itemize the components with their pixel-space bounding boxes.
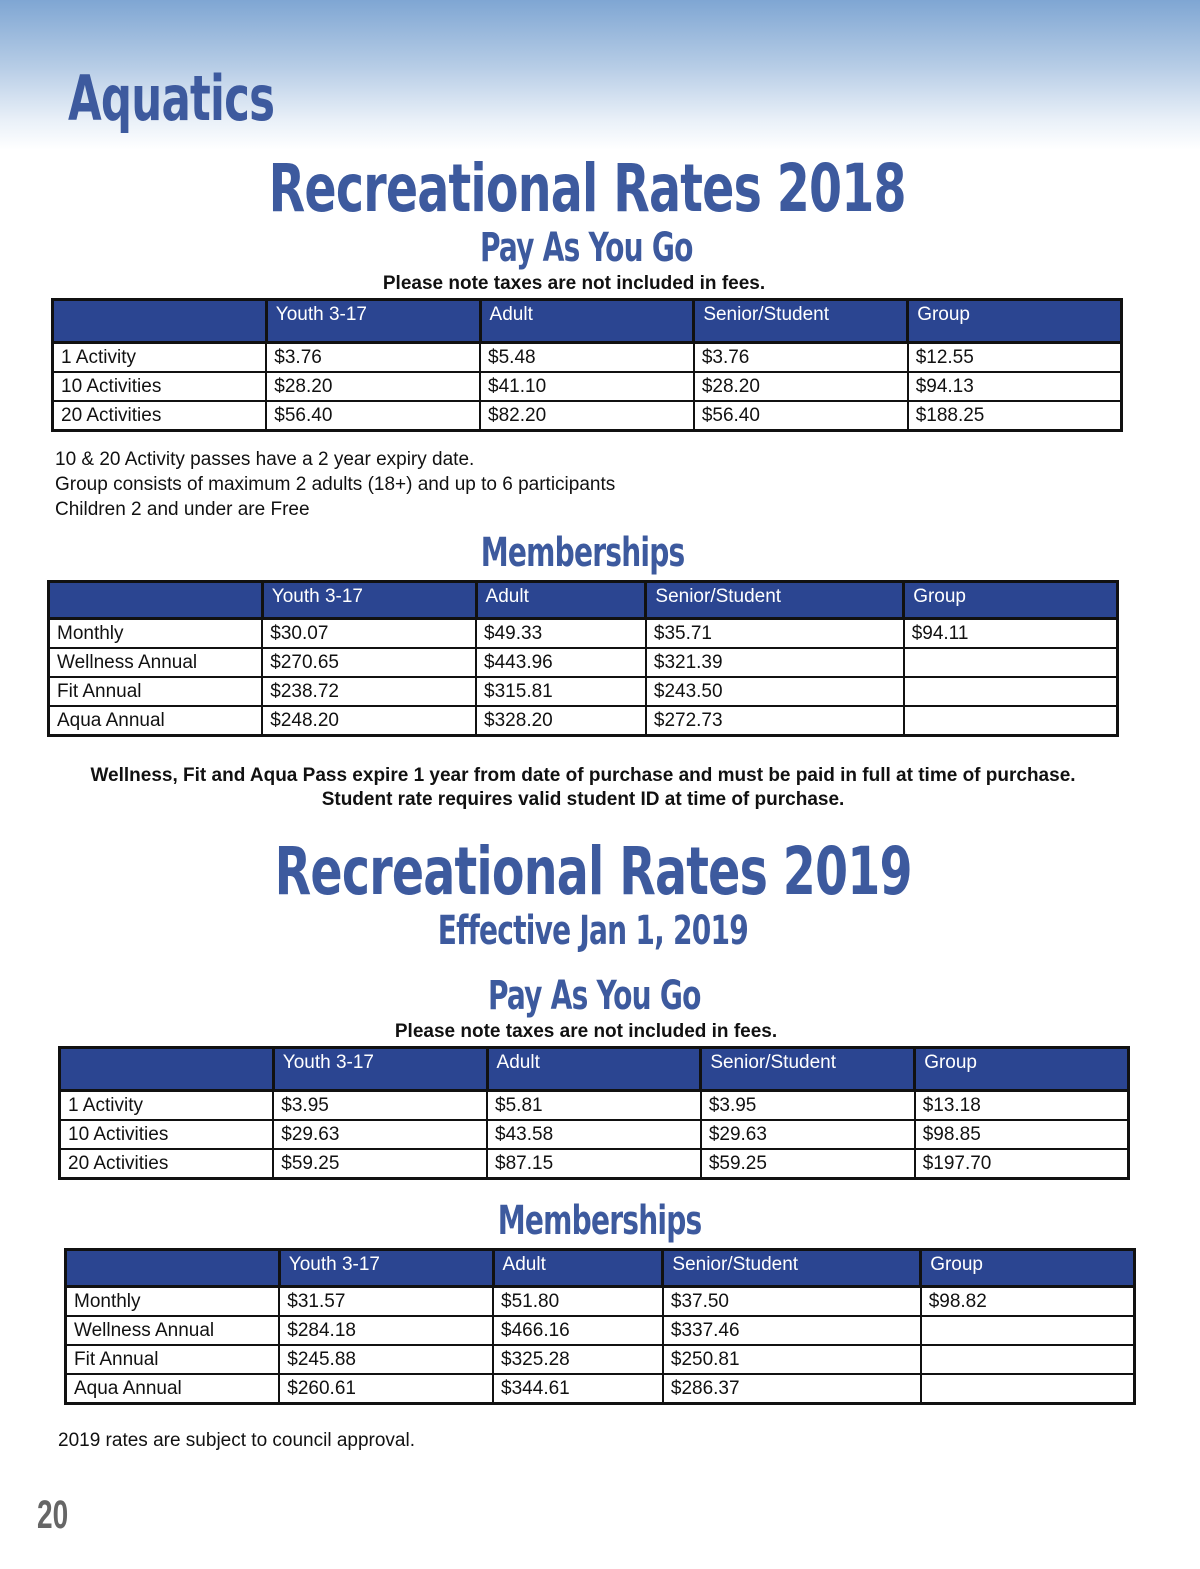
rates-2018-payg-table bbox=[51, 298, 1123, 432]
table-cell: $5.48 bbox=[480, 343, 694, 373]
rates-2018-title-wrap bbox=[0, 150, 1200, 227]
table-header-row bbox=[49, 582, 1118, 619]
table-row bbox=[49, 619, 1118, 649]
row-label: 20 Activities bbox=[53, 401, 267, 431]
row-label: Fit Annual bbox=[66, 1345, 280, 1374]
table-row bbox=[53, 401, 1122, 431]
header-cell: Senior/Student bbox=[694, 300, 908, 343]
table-cell: $197.70 bbox=[915, 1149, 1129, 1179]
table-row bbox=[60, 1120, 1129, 1149]
section-title: Aquatics bbox=[68, 62, 275, 135]
header-cell: Adult bbox=[476, 582, 646, 619]
header-cell: Adult bbox=[480, 300, 694, 343]
header-cell: Youth 3-17 bbox=[279, 1250, 493, 1287]
table-cell: $328.20 bbox=[476, 706, 646, 736]
header-cell: Adult bbox=[487, 1048, 701, 1091]
rates-2018-payg-notes bbox=[55, 447, 615, 522]
table-row bbox=[66, 1374, 1135, 1404]
rates-2018-memberships-notes bbox=[0, 764, 1166, 812]
rates-2019-payg-subtitle: Pay As You Go bbox=[487, 973, 701, 1019]
table-cell: $321.39 bbox=[646, 648, 904, 677]
table-cell: $188.25 bbox=[908, 401, 1122, 431]
table-row bbox=[49, 677, 1118, 706]
table-row bbox=[66, 1345, 1135, 1374]
rates-2019-effective-date: Effective Jan 1, 2019 bbox=[437, 908, 749, 954]
table-cell: $3.76 bbox=[694, 343, 908, 373]
note-line: Children 2 and under are Free bbox=[55, 499, 310, 520]
table-cell: $3.95 bbox=[701, 1091, 915, 1121]
table-header-row bbox=[60, 1048, 1129, 1091]
header-cell bbox=[49, 582, 263, 619]
table-cell: $284.18 bbox=[279, 1316, 493, 1345]
table-cell: $466.16 bbox=[493, 1316, 663, 1345]
table-cell: $35.71 bbox=[646, 619, 904, 649]
table-cell bbox=[921, 1374, 1135, 1404]
table-cell: $3.76 bbox=[266, 343, 480, 373]
table-cell: $13.18 bbox=[915, 1091, 1129, 1121]
rates-2018-memberships-subtitle: Memberships bbox=[481, 530, 685, 576]
table-row bbox=[60, 1149, 1129, 1179]
row-label: Aqua Annual bbox=[49, 706, 263, 736]
header-cell: Youth 3-17 bbox=[273, 1048, 487, 1091]
table-row bbox=[49, 648, 1118, 677]
row-label: Wellness Annual bbox=[66, 1316, 280, 1345]
table-cell: $49.33 bbox=[476, 619, 646, 649]
header-cell bbox=[53, 300, 267, 343]
header-cell bbox=[66, 1250, 280, 1287]
note-line: Wellness, Fit and Aqua Pass expire 1 year from date of purchase and must be paid in full at time of purchase. bbox=[90, 765, 1076, 786]
table-cell: $43.58 bbox=[487, 1120, 701, 1149]
rates-2018-memberships-subtitle-wrap bbox=[0, 530, 1200, 576]
page-number: 20 bbox=[37, 1493, 69, 1537]
table-row bbox=[66, 1287, 1135, 1317]
table-cell bbox=[921, 1316, 1135, 1345]
row-label: Monthly bbox=[49, 619, 263, 649]
table-row bbox=[53, 372, 1122, 401]
row-label: Monthly bbox=[66, 1287, 280, 1317]
table-cell: $98.85 bbox=[915, 1120, 1129, 1149]
table-cell: $315.81 bbox=[476, 677, 646, 706]
table-cell: $250.81 bbox=[663, 1345, 921, 1374]
rates-2019-payg-subtitle-wrap bbox=[0, 973, 1200, 1019]
table-cell bbox=[904, 648, 1118, 677]
table-cell: $29.63 bbox=[701, 1120, 915, 1149]
table-header-row bbox=[66, 1250, 1135, 1287]
table-cell: $238.72 bbox=[262, 677, 476, 706]
rates-2019-tax-note: Please note taxes are not included in fees. bbox=[394, 1021, 778, 1042]
table-cell: $51.80 bbox=[493, 1287, 663, 1317]
table-cell bbox=[904, 706, 1118, 736]
table-cell: $41.10 bbox=[480, 372, 694, 401]
header-cell: Youth 3-17 bbox=[266, 300, 480, 343]
rates-2019-memberships-subtitle: Memberships bbox=[498, 1198, 702, 1244]
rates-2018-title: Recreational Rates 2018 bbox=[268, 150, 906, 227]
table-row bbox=[49, 706, 1118, 736]
header-cell: Senior/Student bbox=[701, 1048, 915, 1091]
table-cell bbox=[904, 677, 1118, 706]
table-cell: $37.50 bbox=[663, 1287, 921, 1317]
table-cell: $94.13 bbox=[908, 372, 1122, 401]
table-cell: $12.55 bbox=[908, 343, 1122, 373]
table-cell: $243.50 bbox=[646, 677, 904, 706]
rates-2018-payg-subtitle-wrap bbox=[0, 225, 1200, 271]
row-label: Fit Annual bbox=[49, 677, 263, 706]
table-cell: $56.40 bbox=[694, 401, 908, 431]
table-cell: $5.81 bbox=[487, 1091, 701, 1121]
row-label: Wellness Annual bbox=[49, 648, 263, 677]
header-cell: Group bbox=[915, 1048, 1129, 1091]
header-cell: Group bbox=[921, 1250, 1135, 1287]
header-cell: Senior/Student bbox=[646, 582, 904, 619]
rates-2018-tax-note: Please note taxes are not included in fees. bbox=[382, 273, 766, 294]
row-label: Aqua Annual bbox=[66, 1374, 280, 1404]
table-cell: $59.25 bbox=[273, 1149, 487, 1179]
note-line: 10 & 20 Activity passes have a 2 year expiry date. bbox=[55, 449, 475, 470]
table-row bbox=[53, 343, 1122, 373]
rates-2019-title: Recreational Rates 2019 bbox=[274, 833, 912, 910]
row-label: 10 Activities bbox=[53, 372, 267, 401]
table-cell: $28.20 bbox=[694, 372, 908, 401]
note-line: Group consists of maximum 2 adults (18+) and up to 6 participants bbox=[55, 474, 616, 495]
note-line: Student rate requires valid student ID at time of purchase. bbox=[321, 789, 845, 810]
table-cell bbox=[921, 1345, 1135, 1374]
table-row bbox=[60, 1091, 1129, 1121]
table-cell: $56.40 bbox=[266, 401, 480, 431]
table-cell: $245.88 bbox=[279, 1345, 493, 1374]
table-cell: $29.63 bbox=[273, 1120, 487, 1149]
rates-2018-memberships-table bbox=[47, 580, 1119, 737]
header-cell: Group bbox=[908, 300, 1122, 343]
rates-2019-effective-wrap bbox=[0, 908, 1200, 954]
rates-2018-payg-subtitle: Pay As You Go bbox=[479, 225, 693, 271]
table-cell: $30.07 bbox=[262, 619, 476, 649]
rates-2019-memberships-subtitle-wrap bbox=[0, 1198, 1200, 1244]
table-cell: $260.61 bbox=[279, 1374, 493, 1404]
table-cell: $82.20 bbox=[480, 401, 694, 431]
header-cell bbox=[60, 1048, 274, 1091]
row-label: 1 Activity bbox=[53, 343, 267, 373]
table-cell: $87.15 bbox=[487, 1149, 701, 1179]
rates-2019-title-wrap bbox=[0, 833, 1200, 910]
table-cell: $31.57 bbox=[279, 1287, 493, 1317]
table-cell: $325.28 bbox=[493, 1345, 663, 1374]
table-cell: $28.20 bbox=[266, 372, 480, 401]
table-cell: $337.46 bbox=[663, 1316, 921, 1345]
table-row bbox=[66, 1316, 1135, 1345]
header-cell: Adult bbox=[493, 1250, 663, 1287]
table-cell: $59.25 bbox=[701, 1149, 915, 1179]
table-cell: $272.73 bbox=[646, 706, 904, 736]
table-header-row bbox=[53, 300, 1122, 343]
table-cell: $344.61 bbox=[493, 1374, 663, 1404]
rates-2019-payg-table bbox=[58, 1046, 1130, 1180]
table-cell: $286.37 bbox=[663, 1374, 921, 1404]
rates-2019-memberships-table bbox=[64, 1248, 1136, 1405]
row-label: 20 Activities bbox=[60, 1149, 274, 1179]
row-label: 10 Activities bbox=[60, 1120, 274, 1149]
header-cell: Youth 3-17 bbox=[262, 582, 476, 619]
table-cell: $443.96 bbox=[476, 648, 646, 677]
table-cell: $3.95 bbox=[273, 1091, 487, 1121]
table-cell: $98.82 bbox=[921, 1287, 1135, 1317]
header-cell: Senior/Student bbox=[663, 1250, 921, 1287]
table-cell: $270.65 bbox=[262, 648, 476, 677]
row-label: 1 Activity bbox=[60, 1091, 274, 1121]
table-cell: $248.20 bbox=[262, 706, 476, 736]
table-cell: $94.11 bbox=[904, 619, 1118, 649]
header-cell: Group bbox=[904, 582, 1118, 619]
rates-2019-approval-note: 2019 rates are subject to council approval. bbox=[58, 1430, 415, 1451]
